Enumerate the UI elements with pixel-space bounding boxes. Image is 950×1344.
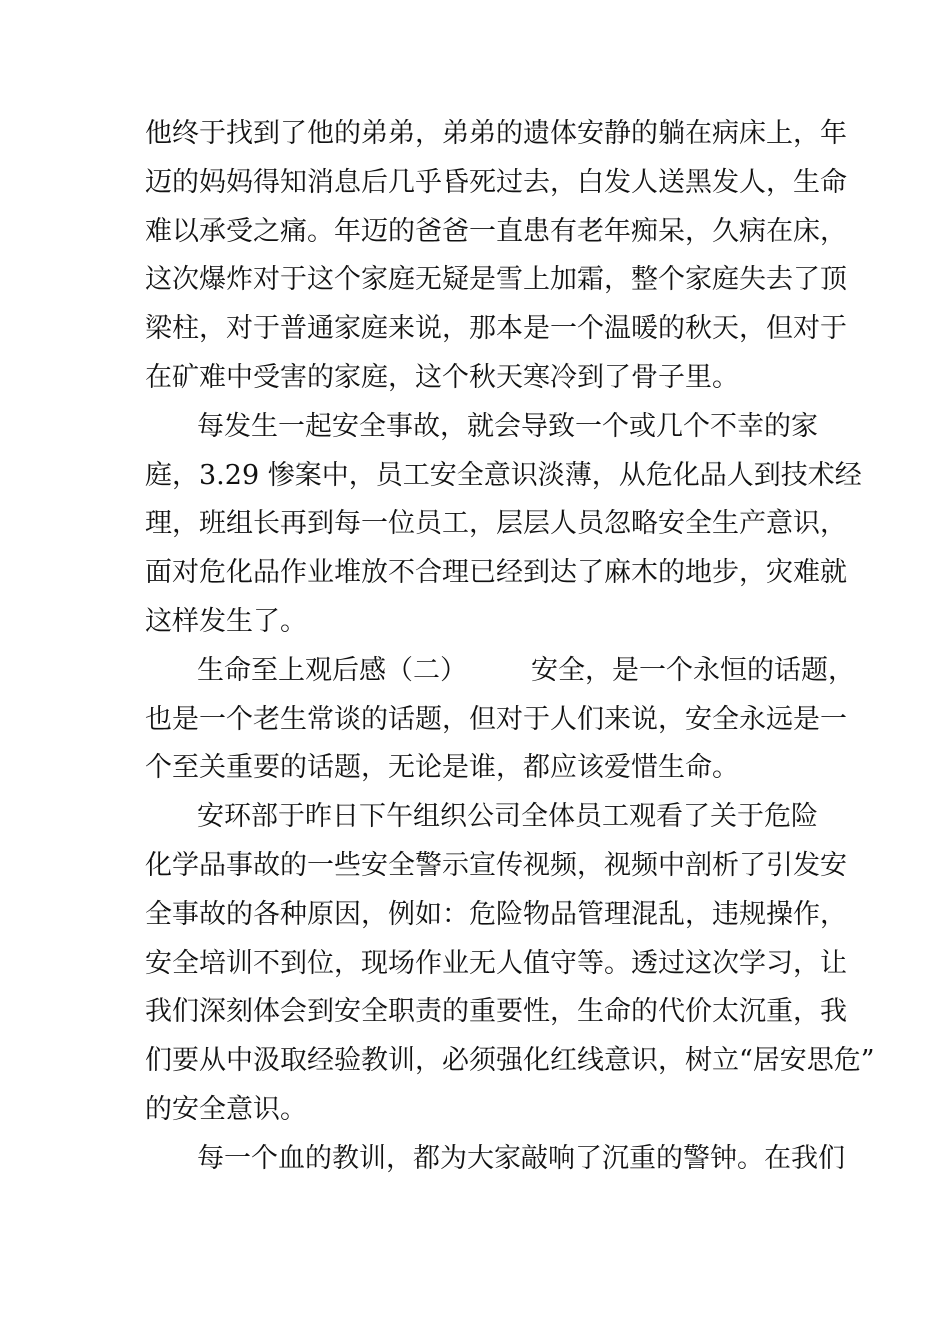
text-line: 难以承受之痛。年迈的爸爸一直患有老年痴呆，久病在床， [145,215,847,247]
text-line: 面对危化品作业堆放不合理已经到达了麻木的地步，灾难就 [145,557,847,589]
text-line: 也是一个老生常谈的话题，但对于人们来说，安全永远是一 [145,703,847,735]
text-line: 安环部于昨日下午组织公司全体员工观看了关于危险 [197,801,818,833]
text-line: 在矿难中受害的家庭，这个秋天寒冷到了骨子里。 [145,361,739,393]
text-line: 梁柱，对于普通家庭来说，那本是一个温暖的秋天，但对于 [145,313,847,345]
text-line: 每发生一起安全事故，就会导致一个或几个不幸的家 [197,410,818,442]
section-title: 生命至上观后感（二） [197,654,467,686]
text-line: 们要从中汲取经验教训，必须强化红线意识，树立“居安思危” [145,1045,875,1077]
text-segment: 安全，是一个永恒的话题， [531,654,855,686]
text-line: 的安全意识。 [145,1093,307,1125]
text-line: 庭，3.29 惨案中，员工安全意识淡薄，从危化品人到技术经 [145,459,862,491]
body-text [145,110,875,1184]
text-line: 这次爆炸对于这个家庭无疑是雪上加霜，整个家庭失去了顶 [145,264,847,296]
text-line: 他终于找到了他的弟弟，弟弟的遗体安静的躺在病床上，年 [145,118,847,149]
text-line: 迈的妈妈得知消息后几乎昏死过去，白发人送黑发人，生命 [145,166,847,198]
text-line: 每一个血的教训，都为大家敲响了沉重的警钟。在我们 [197,1142,845,1174]
text-line: 个至关重要的话题，无论是谁，都应该爱惜生命。 [145,752,739,784]
text-line [145,647,855,696]
text-line: 这样发生了。 [145,605,307,637]
text-line: 安全培训不到位，现场作业无人值守等。透过这次学习，让 [145,947,847,979]
text-line: 我们深刻体会到安全职责的重要性，生命的代价太沉重，我 [145,996,847,1028]
text-line: 理，班组长再到每一位员工，层层人员忽略安全生产意识， [145,508,847,540]
text-line: 全事故的各种原因，例如：危险物品管理混乱，违规操作， [145,898,847,930]
text-line: 化学品事故的一些安全警示宣传视频，视频中剖析了引发安 [145,849,847,881]
